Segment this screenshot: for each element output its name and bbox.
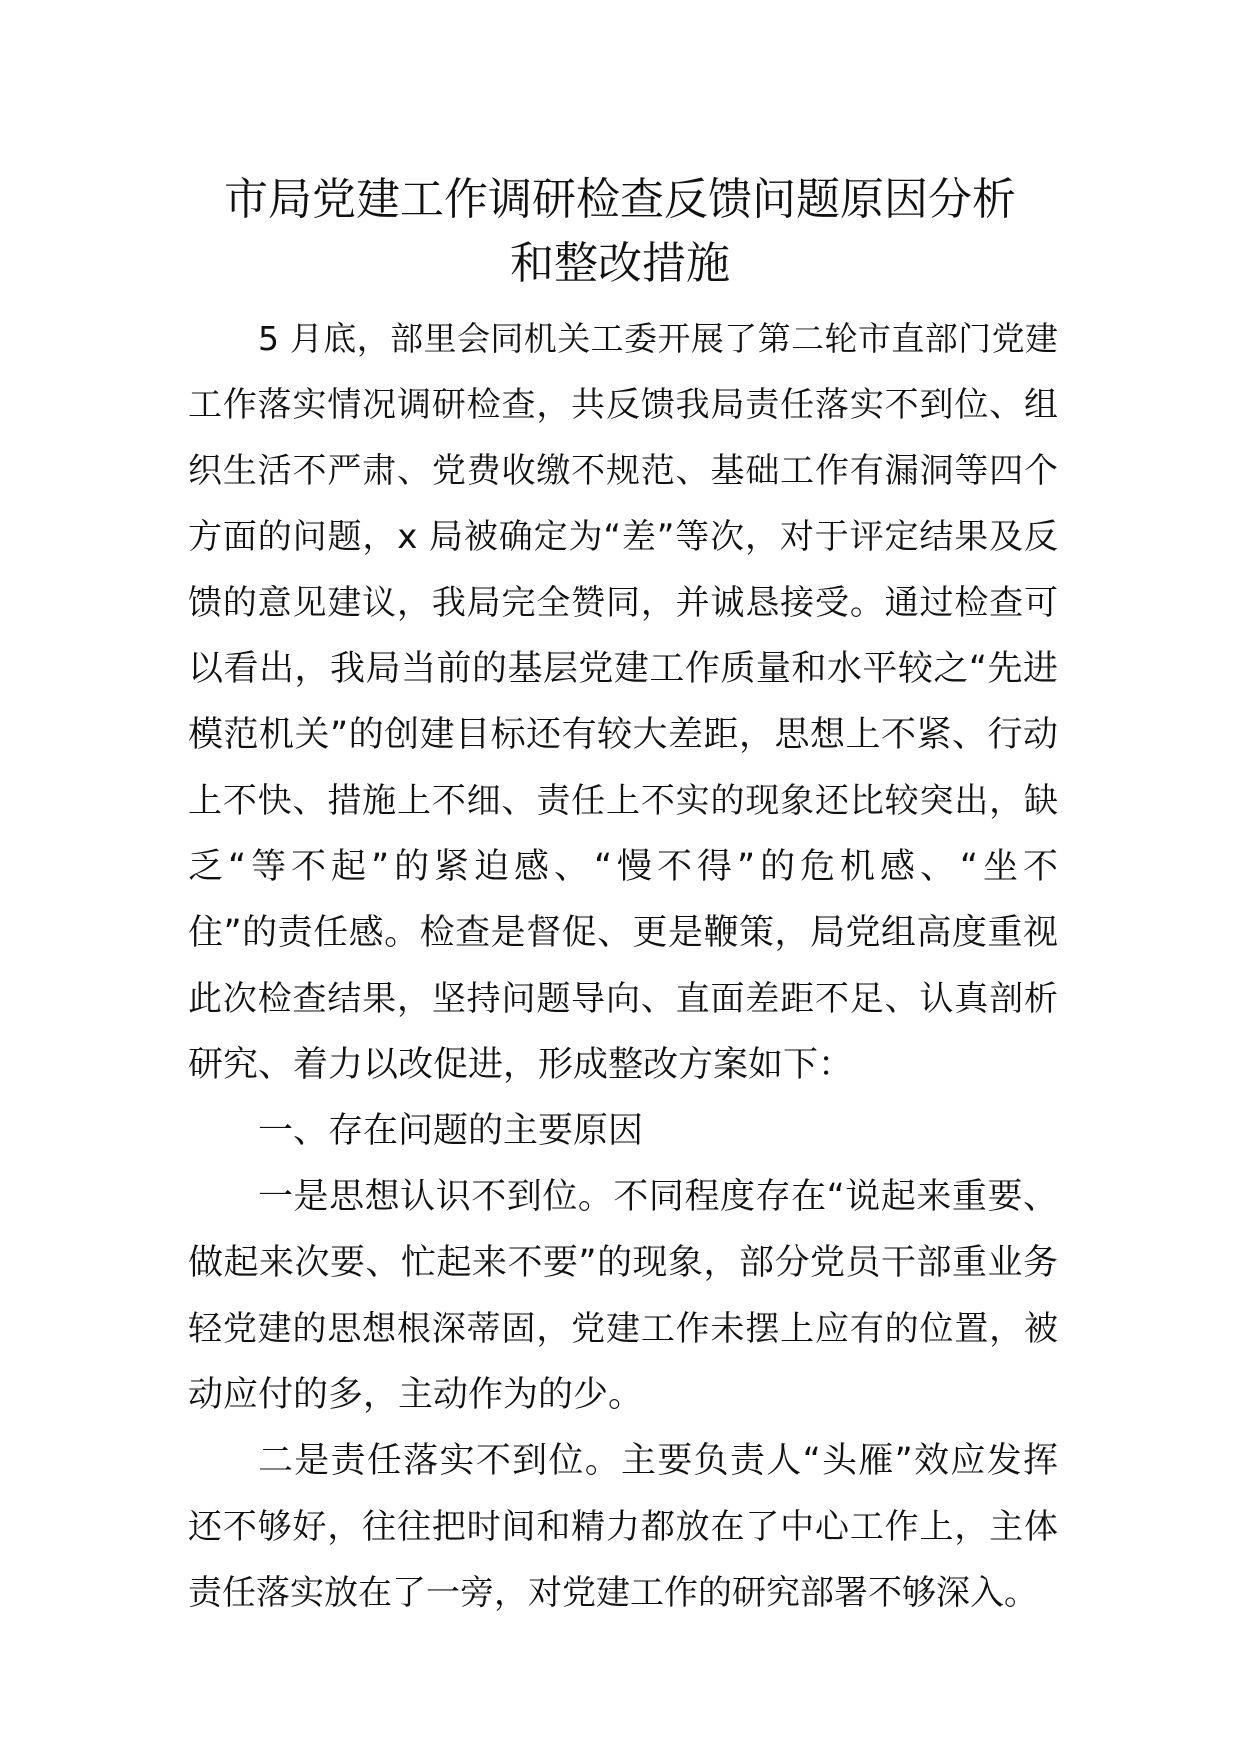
body-line: 方面的问题，x 局被确定为“差”等次，对于评定结果及反 bbox=[188, 517, 1058, 557]
title-line-1: 市局党建工作调研检查反馈问题原因分析 bbox=[224, 174, 1016, 225]
body-line: 责任落实放在了一旁，对党建工作的研究部署不够深入。 bbox=[188, 1573, 1038, 1613]
body-line: 乏“等不起”的紧迫感、“慢不得”的危机感、“坐不 bbox=[188, 847, 1058, 887]
body-line: 研究、着力以改促进，形成整改方案如下： bbox=[188, 1045, 854, 1085]
body-line: 做起来次要、忙起来不要”的现象，部分党员干部重业务 bbox=[188, 1243, 1058, 1283]
body-line: 馈的意见建议，我局完全赞同，并诚恳接受。通过检查可 bbox=[188, 583, 1058, 623]
body-line: 5 月底，部里会同机关工委开展了第二轮市直部门党建 bbox=[258, 319, 1058, 358]
body-line: 二是责任落实不到位。主要负责人“头雁”效应发挥 bbox=[258, 1441, 1058, 1481]
body-line: 住”的责任感。检查是督促、更是鞭策，局党组高度重视 bbox=[188, 913, 1058, 953]
document-title bbox=[160, 168, 1080, 296]
body-line: 此次检查结果，坚持问题导向、直面差距不足、认真剖析 bbox=[188, 979, 1058, 1019]
title-line-2: 和整改措施 bbox=[510, 238, 730, 289]
section-heading: 一、存在问题的主要原因 bbox=[258, 1111, 644, 1151]
body-line: 工作落实情况调研检查，共反馈我局责任落实不到位、组 bbox=[188, 385, 1058, 425]
body-line: 织生活不严肃、党费收缴不规范、基础工作有漏洞等四个 bbox=[188, 451, 1058, 491]
body-line: 模范机关”的创建目标还有较大差距，思想上不紧、行动 bbox=[188, 715, 1058, 755]
body-line: 动应付的多，主动作为的少。 bbox=[188, 1375, 644, 1415]
body-line: 上不快、措施上不细、责任上不实的现象还比较突出，缺 bbox=[188, 781, 1058, 821]
body-line: 一是思想认识不到位。不同程度存在“说起来重要、 bbox=[258, 1177, 1058, 1217]
body-line: 以看出，我局当前的基层党建工作质量和水平较之“先进 bbox=[188, 649, 1058, 689]
body-line: 还不够好，往往把时间和精力都放在了中心工作上，主体 bbox=[188, 1507, 1058, 1547]
body-line: 轻党建的思想根深蒂固，党建工作未摆上应有的位置，被 bbox=[188, 1309, 1058, 1349]
document-body bbox=[188, 306, 1058, 1626]
